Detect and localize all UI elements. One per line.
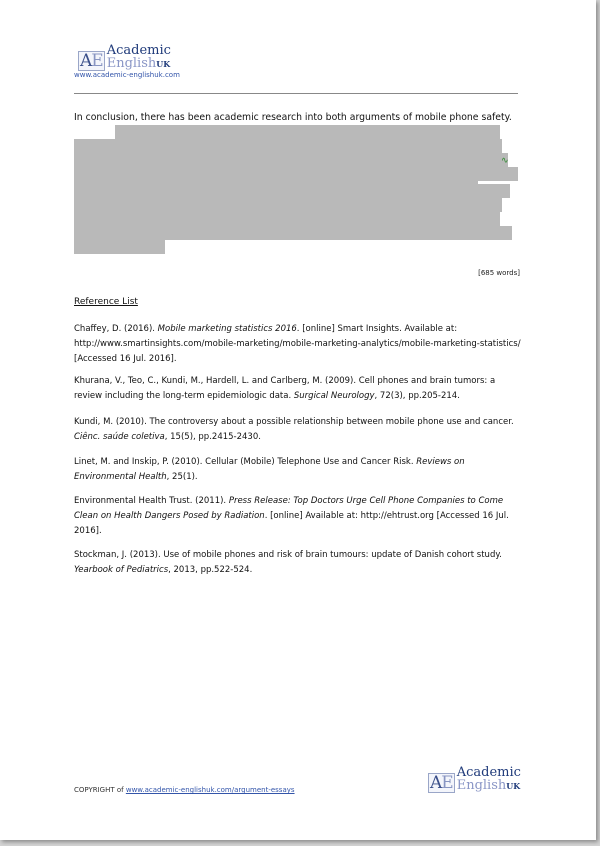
reference-item: Chaffey, D. (2016). Mobile marketing statistics 2016. [online] Smart Insights. Available at: http://www.smartinsights.com/mobile-marketing/mobile-marketing-analytics/mobile-marketing-statistics/ [Accessed 16 Jul. 2016]. (74, 324, 521, 364)
logo-line-2: EnglishUK (456, 778, 521, 793)
logo-line-1: Academic (456, 765, 521, 780)
word-count: [685 words] (478, 269, 520, 277)
reference-item: Kundi, M. (2010). The controversy about a possible relationship between mobile phone use and cancer. Ciênc. saúde coletiva, 15(5), pp.2415-2430. (74, 417, 514, 442)
spellcheck-squiggle-icon: ∿ (501, 156, 509, 166)
reference-item: Khurana, V., Teo, C., Kundi, M., Hardell, L. and Carlberg, M. (2009). Cell phones and brain tumors: a review including the long-term epidemiologic data. Surgical Neurology, 72(3), pp.205-214. (74, 376, 496, 401)
logo-text (457, 766, 521, 793)
copyright-link[interactable]: www.academic-englishuk.com/argument-essays (125, 786, 295, 794)
footer-logo (428, 766, 521, 793)
logo-line-1: Academic (106, 43, 171, 58)
conclusion-text: In conclusion, there has been academic research into both arguments of mobile phone safety. (74, 112, 512, 123)
redacted-text-block (74, 226, 512, 240)
header-divider (74, 93, 518, 94)
redacted-text-block (74, 212, 500, 226)
copyright-footer: COPYRIGHT of www.academic-englishuk.com/argument-essays (74, 786, 295, 794)
redacted-text-block (74, 153, 508, 167)
redacted-text-block (115, 125, 500, 139)
reference-item: Stockman, J. (2013). Use of mobile phones and risk of brain tumours: update of Danish cohort study. Yearbook of Pediatrics, 2013, pp.522-524. (74, 550, 502, 575)
logo-text (107, 44, 171, 71)
reference-item: Environmental Health Trust. (2011). Press Release: Top Doctors Urge Cell Phone Companies to Come Clean on Health Dangers Posed by Radiation. [online] Available at: http://ehtrust.org [Accessed 16 Jul. 2016]. (74, 496, 509, 536)
reference-list-heading: Reference List (74, 297, 138, 307)
redacted-text-block (74, 167, 518, 181)
reference-item: Linet, M. and Inskip, P. (2010). Cellular (Mobile) Telephone Use and Cancer Risk. Reviews on Environmental Health, 25(1). (74, 457, 465, 482)
redacted-text-block (74, 184, 510, 198)
logo-mark: AE (430, 773, 453, 793)
redacted-text-block (74, 240, 165, 254)
logo-mark: AE (80, 51, 103, 71)
academic-english-uk-logo (78, 44, 171, 71)
logo-line-2: EnglishUK (106, 56, 171, 71)
redacted-text-block (74, 139, 502, 153)
redacted-text-block (74, 198, 502, 212)
header-site-link[interactable]: www.academic-englishuk.com (74, 71, 180, 79)
